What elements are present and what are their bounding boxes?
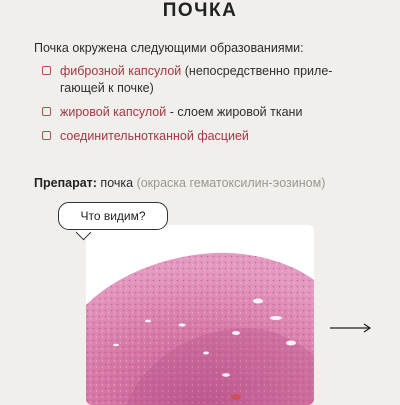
arrow-right-icon[interactable] xyxy=(329,322,373,334)
micrograph-image xyxy=(86,225,314,405)
item-note-continued: гающей к почке) xyxy=(60,81,154,95)
intro-text: Почка окружена следующими образованиями: xyxy=(34,41,304,55)
item-term: жировой капсулой xyxy=(60,105,167,119)
item-note: (непосредственно приле- xyxy=(181,64,333,78)
list-item-fat-capsule xyxy=(40,104,380,121)
preparation-stain: (окраска гематоксилин-эозином) xyxy=(133,176,326,190)
speech-bubble: Что видим? xyxy=(58,202,168,230)
item-term: фиброзной капсулой xyxy=(60,64,182,78)
item-term: соединительнотканной фасцией xyxy=(60,129,249,143)
preparation-line xyxy=(34,176,325,190)
list-item-fascia xyxy=(40,128,380,145)
item-note: - слоем жировой ткани xyxy=(166,105,303,119)
checkbox-icon xyxy=(42,66,51,75)
checkbox-icon xyxy=(42,107,51,116)
structures-list xyxy=(40,63,380,152)
list-item-fibrous-capsule xyxy=(40,63,380,97)
preparation-name: почка xyxy=(96,176,134,190)
preparation-label: Препарат: xyxy=(34,176,97,190)
page-title: ПОЧКА xyxy=(162,0,238,21)
checkbox-icon xyxy=(42,131,51,140)
kidney-tissue-illustration xyxy=(86,225,314,405)
